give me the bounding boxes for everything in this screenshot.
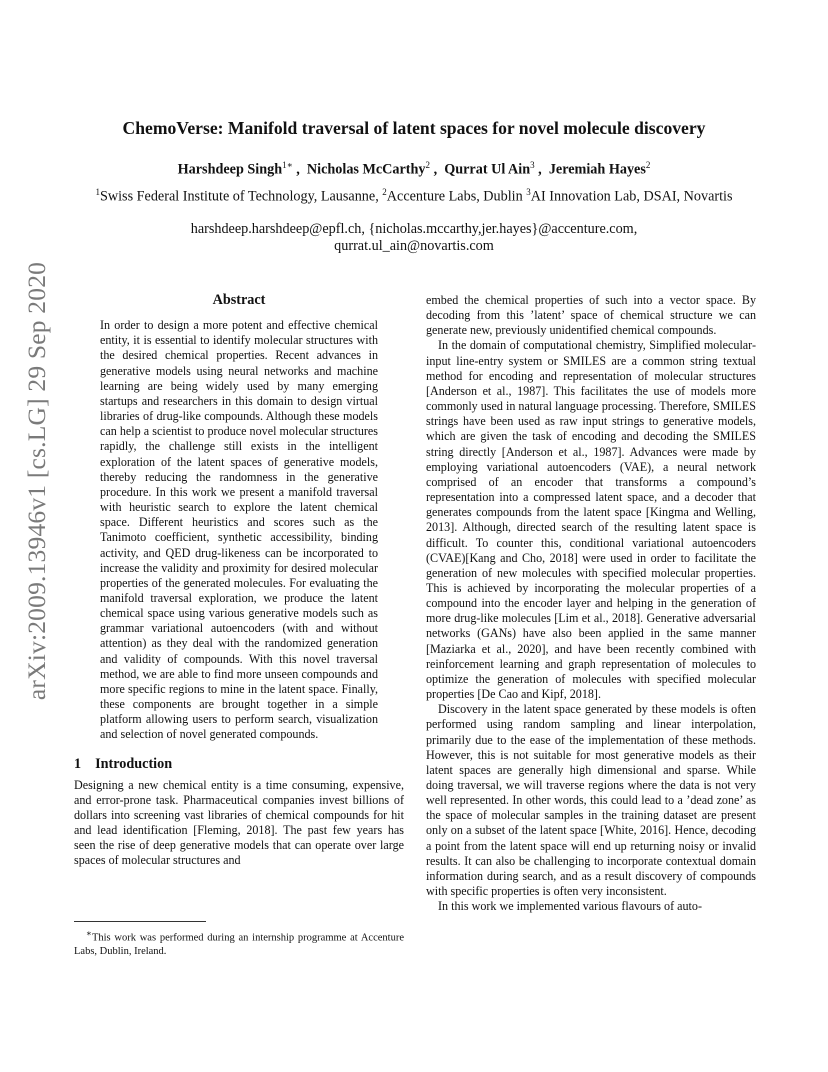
author-name: Harshdeep Singh [177,161,283,178]
footnote [74,921,404,958]
arxiv-id: arXiv:2009.13946v1 [cs.LG] 29 Sep 2020 [22,261,51,701]
footnote-rule [74,921,206,922]
email-line: harshdeep.harshdeep@epfl.ch, {nicholas.mccarthy,jer.hayes}@accenture.com, [190,221,638,237]
affiliations [70,184,758,206]
right-column [426,293,756,914]
footnote-mark: ∗ [86,928,92,938]
affiliation: AI Innovation Lab, DSAI, Novartis [530,188,733,205]
section-title: Introduction [95,755,173,772]
author-mark: 1∗ [282,160,293,170]
abstract-heading: Abstract [212,292,266,308]
paragraph: In this work we implemented various flavours of auto- [438,899,702,914]
section-number: 1 [74,755,82,772]
section-heading [74,757,404,772]
email-line: qurrat.ul_ain@novartis.com [334,238,494,254]
author-list: Harshdeep Singh$^{1∗}$ , Nicholas McCarthy$^2$ , Qurrat Ul Ain$^3$ , Jeremiah Hayes$^2$ [177,160,651,178]
paragraph: embed the chemical properties of such into a vector space. By decoding from this ’latent’ space of chemical structure we can generate new, previously unidentified chemical compounds. [426,293,756,338]
affiliation: Swiss Federal Institute of Technology, Lausanne, [99,188,379,205]
paragraph: Discovery in the latent space generated by these models is often performed using random sampling and linear interpolation, primarily due to the ease of the implementation of these methods. However, this is not suitable for most generative models as their latent spaces are generally high dimensional and sparse. While doing traversal, we will traverse regions where the data is not very well represented. In other words, this could lead to a ’dead zone’ as the space of molecular samples in the training dataset are present only on a subset of the latent space [White, 2016]. Hence, decoding a point from the latent space will end up returning noisy or invalid results. It can also be challenging to incorporate contextual domain information during search, and as a result discovery of compounds with specific properties is often very inconsistent. [426,702,756,899]
footnote-text: This work was performed during an internship programme at Accenture Labs, Dublin, Ireland. [74,932,404,957]
paragraph: Designing a new chemical entity is a time consuming, expensive, and error-prone task. Pharmaceutical companies invest billions of dollars into screening vast libraries of chemical compounds for hit and lead identification [Fleming, 2018]. The past few years has seen the rise of deep generative models that can operate over large spaces of molecular structures and [74,777,404,868]
affiliation-mark: 3 [526,187,531,197]
author-name: Qurrat Ul Ain [444,161,531,178]
author-mark: 3 [530,160,535,170]
arxiv-identifier-stamp [14,261,60,701]
affiliation-mark: 2 [382,187,387,197]
author-mark: 2 [645,160,651,170]
author-name: Jeremiah Hayes [548,161,646,178]
left-column [74,293,404,869]
paragraph: In the domain of computational chemistry, Simplified molecular-input line-entry system or SMILES are a common string textual method for encoding and representation of molecular structures [Anderson et al., 1987]. This facilitates the use of models more commonly used in natural language processing. Therefore, SMILES strings have been used as raw input strings to generative models, which are given the task of encoding and decoding the SMILES string directly [Anderson et al., 1987]. Advances were made by employing variational autoencoders (VAE), a neural network comprised of an encoder that transforms a compound’s representation into a compressed latent space, and a decoder that generates compounds from the latent space [Kingma and Welling, 2013]. Although, directed search of the resulting latent space is difficult. To counter this, conditional variational autoencoders (CVAE)[Kang and Cho, 2018] were used in order to facilitate the generation of new molecules with specified molecular properties. This is achieved by incorporating the molecular properties of a compound into the encoder layer and helping in the generation of more drug-like molecules [Lim et al., 2018]. Generative adversarial networks (GANs) have also been applied in the same manner [Maziarka et al., 2020], and have been recently combined with reinforcement learning and graph representation of molecules to optimize the generation of molecules with specified molecular properties [De Cao and Kipf, 2018]. [426,338,756,702]
author-emails [70,221,758,255]
abstract-body: In order to design a more potent and effective chemical entity, it is essential to identify molecular structures with the desired chemical properties. Recent advances in generative models using neural networks and machine learning are being widely used by many emerging startups and researchers in this domain to design virtual libraries of drug-like compounds. Although these models can help a scientist to produce novel molecular structures rapidly, the challenge still exists in the intelligent exploration of the latent spaces of generative models, thereby reducing the randomness in the generative procedure. In this work we present a manifold traversal with heuristic search to explore the latent chemical space. Different heuristics and scores such as the Tanimoto coefficient, synthetic accessibility, binding activity, and QED drug-likeness can be incorporated to increase the validity and proximity for desired molecular properties of the generated molecules. For evaluating the manifold traversal exploration, we produce the latent chemical space using various generative models such as grammar variational autoencoders (with and without attention) as they deal with the randomized generation and validity of compounds. With this novel traversal method, we are able to find more unseen compounds and more specific regions to mine in the latent space. Finally, these components are brought together in a simple platform allowing users to perform search, visualization and selection of novel generated compounds. [100,318,378,742]
paper-title: ChemoVerse: Manifold traversal of latent spaces for novel molecule discovery [122,118,706,138]
author-mark: 2 [425,160,431,170]
author-name: Nicholas McCarthy [306,161,426,178]
affiliation: Accenture Labs, Dublin [386,188,523,205]
affiliation-mark: 1 [95,187,100,197]
